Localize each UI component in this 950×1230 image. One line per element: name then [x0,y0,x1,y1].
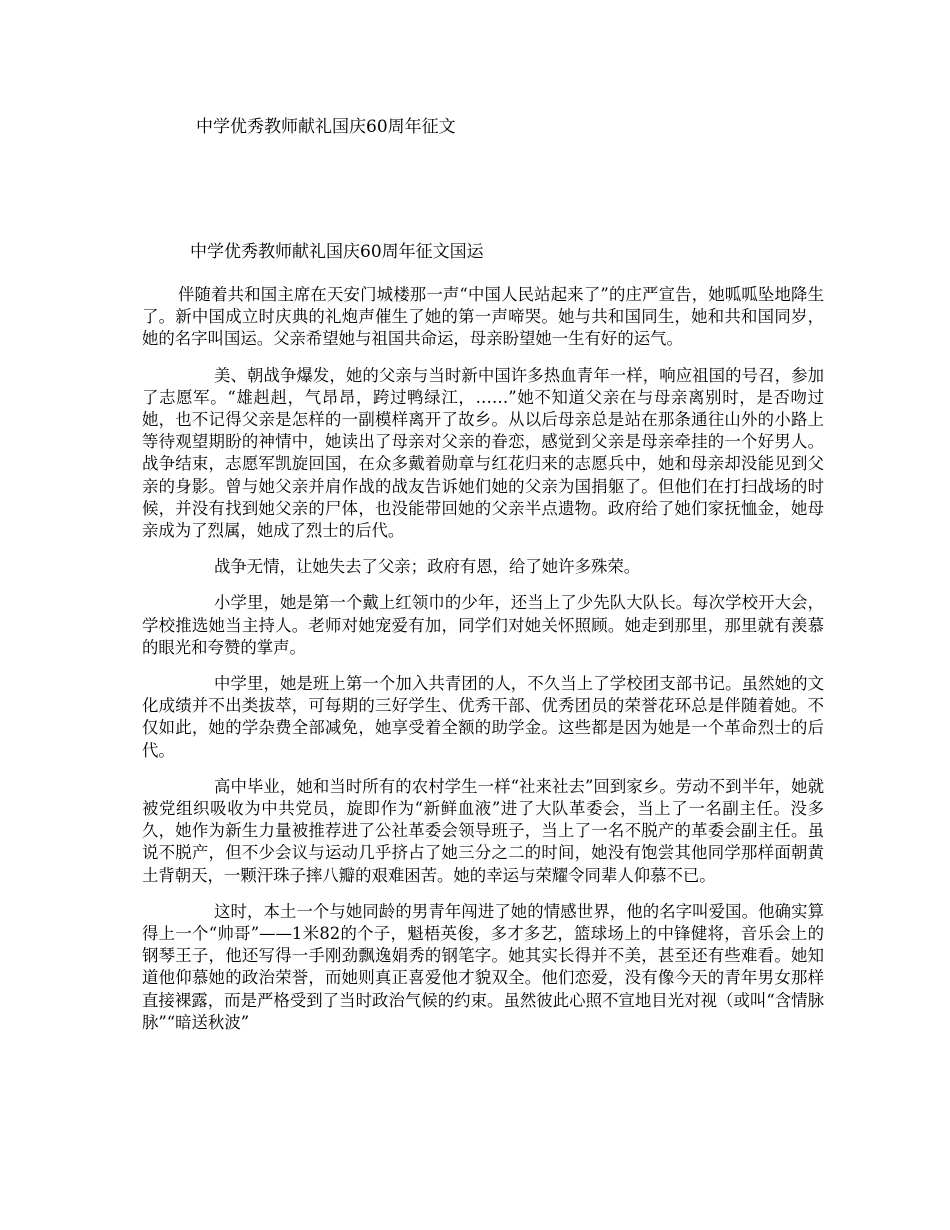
paragraph: 中学里，她是班上第一个加入共青团的人，不久当上了学校团支部书记。虽然她的文化成绩并不出类拔萃，可每期的三好学生、优秀干部、优秀团员的荣誉花环总是伴随着她。不仅如此，她的学杂费全部减免，她享受着全额的助学金。这些都是因为她是一个革命烈士的后代。 [142,674,824,760]
paragraph: 美、朝战争爆发，她的父亲与当时新中国许多热血青年一样，响应祖国的号召，参加了志愿军。“雄赳赳，气昂昂，跨过鸭绿江，……”她不知道父亲在与母亲离别时，是否吻过她，也不记得父亲是怎样的一副模样离开了故乡。从以后母亲总是站在那条通往山外的小路上等待观望期盼的神情中，她读出了母亲对父亲的眷恋，感觉到父亲是母亲牵挂的一个好男人。战争结束，志愿军凯旋回国，在众多戴着勋章与红花归来的志愿兵中，她和母亲却没能见到父亲的身影。曾与她父亲并肩作战的战友告诉她们她的父亲为国捐躯了。但他们在打扫战场的时候，并没有找到她父亲的尸体，也没能带回她的父亲半点遗物。政府给了她们家抚恤金，她母亲成为了烈属，她成了烈士的后代。 [142,365,824,541]
paragraph: 战争无情，让她失去了父亲；政府有恩，给了她许多殊荣。 [214,557,641,577]
paragraph: 高中毕业，她和当时所有的农村学生一样“社来社去”回到家乡。劳动不到半年，她就被党组织吸收为中共党员，旋即作为“新鲜血液”进了大队革委会，当上了一名副主任。没多久，她作为新生力量被推荐进了公社革委会领导班子，当上了一名不脱产的革委会副主任。虽说不脱产，但不少会议与运动几乎挤占了她三分之二的时间，她没有饱尝其他同学那样面朝黄土背朝天，一颗汗珠子摔八瓣的艰难困苦。她的幸运与荣耀令同辈人仰慕不已。 [142,776,824,885]
paragraph: 伴随着共和国主席在天安门城楼那一声“中国人民站起来了”的庄严宣告，她呱呱坠地降生了。新中国成立时庆典的礼炮声催生了她的第一声啼哭。她与共和国同生，她和共和国同岁，她的名字叫国运。父亲希望她与祖国共命运，母亲盼望她一生有好的运气。 [142,285,824,349]
paragraph: 小学里，她是第一个戴上红领巾的少年，还当上了少先队大队长。每次学校开大会，学校推选她当主持人。老师对她宠爱有加，同学们对她关怀照顾。她走到那里，那里就有羡慕的眼光和夸赞的掌声。 [142,593,824,657]
document-subtitle: 中学优秀教师献礼国庆60周年征文国运 [190,242,484,262]
document-body [142,284,824,1048]
document-title: 中学优秀教师献礼国庆60周年征文 [196,117,456,137]
paragraph: 这时，本土一个与她同龄的男青年闯进了她的情感世界，他的名字叫爱国。他确实算得上一个“帅哥”——1米82的个子，魁梧英俊，多才多艺，篮球场上的中锋健将，音乐会上的钢琴王子，他还写得一手刚劲飘逸娟秀的钢笔字。她其实长得并不美，甚至还有些难看。她知道他仰慕她的政治荣誉，而她则真正喜爱他才貌双全。他们恋爱，没有像今天的青年男女那样直接裸露，而是严格受到了当时政治气候的约束。虽然彼此心照不宣地目光对视（或叫“含情脉脉”“暗送秋波” [142,901,824,1032]
